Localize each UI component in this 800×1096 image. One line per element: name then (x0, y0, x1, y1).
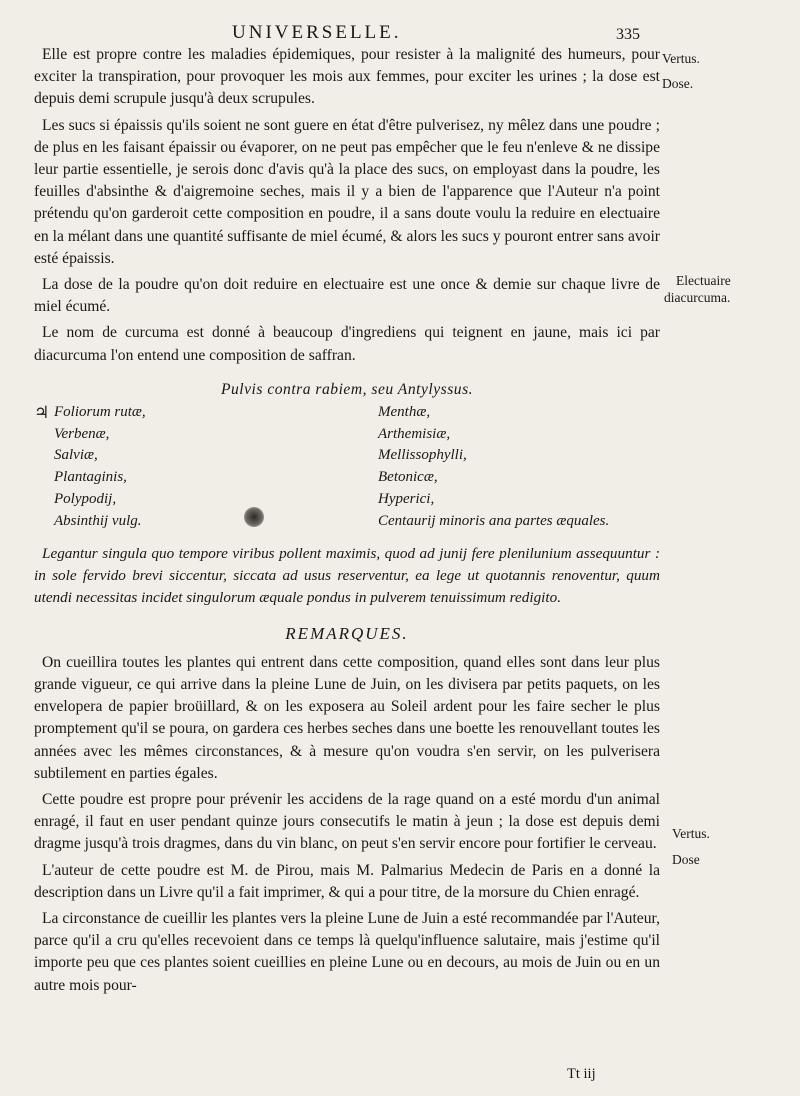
ingredient: Betonicæ, (378, 469, 438, 486)
paragraph: L'auteur de cette poudre est M. de Pirou, mais M. Palmarius Medecin de Paris en a donné la description dans un Livre qu'il a fait imprimer, & qui a pour titre, de la morsure du Chien enragé. (34, 861, 660, 901)
ingredient: Foliorum rutæ, (54, 403, 146, 420)
ingredient: Centaurij minoris ana partes æquales. (378, 512, 610, 529)
ingredient: Mellissophylli, (378, 447, 467, 464)
margin-note-electuaire: Electuaire (676, 273, 731, 288)
running-title: UNIVERSELLE. (232, 22, 402, 43)
recipe-instructions: Legantur singula quo tempore viribus pollent maximis, quod ad junij fere plenilunium assequuntur : in sole fervido brevi siccentur, siccata ad usus reserventur, ea lege ut quotannis renoventur, quum utendi necessitas incidet singulorum æquale pondus in pulverem tenuissimum redigito. (34, 544, 660, 606)
main-text (34, 44, 660, 997)
ingredient: Plantaginis, (54, 469, 127, 486)
recipe-ingredients (34, 402, 660, 533)
signature-mark: Tt iij (567, 1066, 596, 1082)
page-header (0, 22, 800, 44)
margin-note-dose-2: Dose (672, 852, 700, 867)
ingredient: Arthemisiæ, (378, 425, 451, 442)
paragraph: La circonstance de cueillir les plantes vers la pleine Lune de Juin a esté recommandée par l'Auteur, parce qu'il a cru qu'elles recevoient dans ce temps là quelqu'influence salutaire, mais j'estime qu'il importe peu que ces plantes soient cueillies en pleine Lune ou en decours, au mois de Juin ou en un autre mois pour- (34, 910, 660, 994)
paragraph: On cueillira toutes les plantes qui entrent dans cette composition, quand elles sont dans leur plus grande vigueur, ce qui arrive dans la pleine Lune de Juin, on les divisera par petits paquets, on les envelopera de papier broüillard, & on les exposera au Soleil ardent pour les faire secher le plus promptement qu'il se poura, on gardera ces herbes seches dans une boette les renouvellant toutes les années avec les mêmes circonstances, & à mesure qu'on voudra s'en servir, on les pulverisera subtilement en parties égales. (34, 653, 660, 782)
ingredient-column-1 (54, 402, 378, 533)
paragraph: Le nom de curcuma est donné à beaucoup d'ingrediens qui teignent en jaune, mais ici par diacurcuma l'on entend une composition de saffran. (34, 324, 660, 364)
ingredient: Hyperici, (378, 491, 435, 508)
margin-note-vertus: Vertus. (662, 51, 700, 66)
recipe-symbol: ♃ (34, 402, 50, 422)
paragraph: Cette poudre est propre pour prévenir les accidens de la rage quand on a esté mordu d'un animal enragé, il faut en user pendant quinze jours consecutifs le matin à jeun ; la dose est depuis demi dragme jusqu'à trois dragmes, dans du vin blanc, on peut s'en servir encore pour fortifier le cerveau. (34, 791, 660, 853)
ingredient: Polypodij, (54, 491, 117, 508)
ingredient: Verbenæ, (54, 425, 110, 442)
paragraph: Elle est propre contre les maladies épidemiques, pour resister à la malignité des humeurs, pour exciter la transpiration, pour provoquer les mois aux femmes, pour exciter les urines ; la dose est depuis demi scrupule jusqu'à deux scrupules. (34, 46, 660, 108)
paragraph: La dose de la poudre qu'on doit reduire en electuaire est une once & demie sur chaque livre de miel écumé. (34, 276, 660, 316)
recipe-title: Pulvis contra rabiem, seu Antylyssus. (220, 380, 474, 398)
page-number: 335 (616, 26, 640, 43)
margin-note-diacurcuma: diacurcuma. (664, 290, 731, 305)
ingredient: Salviæ, (54, 447, 98, 464)
ingredient: Absinthij vulg. (54, 512, 142, 529)
margin-note-vertus-2: Vertus. (672, 826, 710, 841)
remarques-title: REMARQUES. (285, 623, 409, 643)
margin-note-dose: Dose. (662, 76, 694, 91)
ingredient-column-2 (378, 402, 660, 533)
paragraph: Les sucs si épaissis qu'ils soient ne sont guere en état d'être pulverisez, ny mêlez dans une poudre ; de plus en les faisant épaissir ou évaporer, on ne peut pas empêcher que le feu n'enleve & ne dissipe leur partie essentielle, je serois donc d'avis qu'à la place des sucs, on employast dans la poudre, les feuilles d'absinthe & d'aigremoine seches, mais il y a bien de l'apparence que l'Auteur n'a point prétendu qu'on garderoit cette composition en poudre, il a sans doute voulu la reduire en electuaire en la mélant dans une quantité suffisante de miel écumé, & alors les sucs y pouront entrer sans avoir esté épaissis. (34, 116, 660, 267)
ingredient: Menthæ, (378, 403, 431, 420)
ink-stain (244, 507, 264, 527)
